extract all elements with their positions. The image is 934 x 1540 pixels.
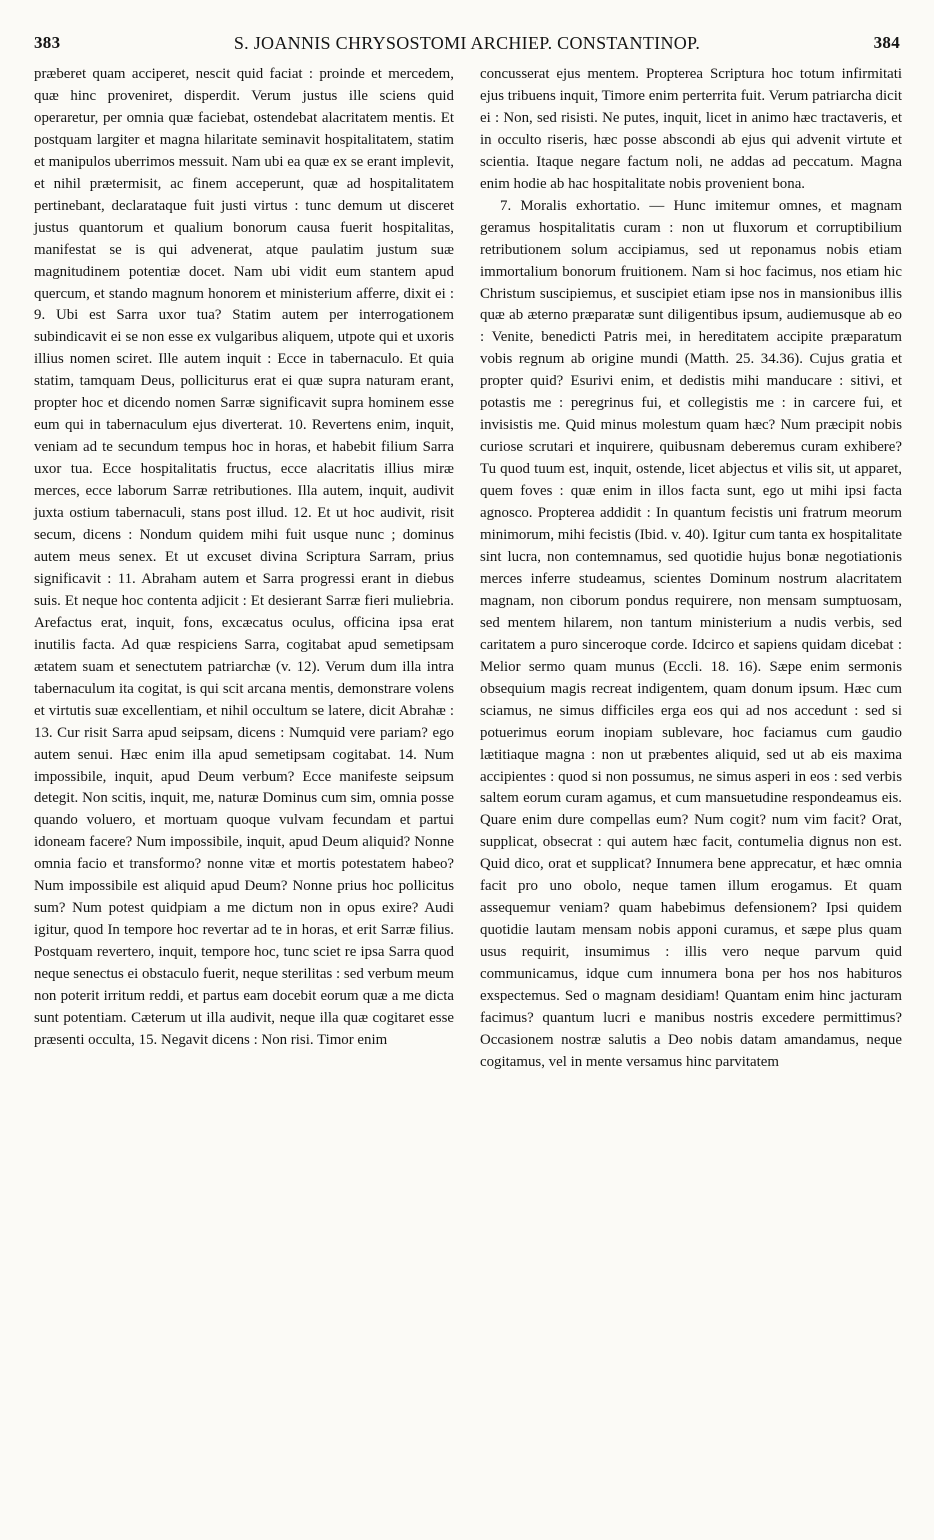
right-paragraph-2: 7. Moralis exhortatio. — Hunc imitemur omnes, et magnam geramus hospitalitatis curam : non ut fluxorum et corruptibilium retributionem solum accipiamus, sed ut reponamus nobis etiam immortalium bonorum fruitionem. Nam si hoc facimus, nos etiam hic Christum suscipiemus, et suscipiet etiam ipse nos in mansionibus illis quæ ab æterno præparatæ sunt diligentibus ipsum, audiemusque ab eo : Venite, benedicti Patris mei, in hereditatem accipite præparatum vobis regnum ab origine mundi (Matth. 25. 34.36). Cujus gratia et propter quid? Esurivi enim, et dedistis mihi manducare : sitivi, et potastis me : peregrinus fui, et collegistis me : in carcere fui, et invisistis me. Quid minus molestum quam hæc? Num præcipit nobis curiose scrutari et inquirere, quibusnam deberemus curam exhibere? Tu quod tuum est, inquit, ostende, licet abjectus et vilis sit, ut apparet, quem foves : quæ enim in illos facta sunt, ego ut mihi ipsi facta agnosco. Propterea addidit : In quantum fecistis uni fratrum meorum minimorum, mihi fecistis (Ibid. v. 40). Igitur cum tanta ex hospitalitate sint lucra, non contemnamus, sed quotidie hujus bonæ negotiationis merces inferre studeamus, scientes Dominum nostrum alacritatem magnam, non ciborum pondus requirere, non mensam sumptuosam, sed mentem hilarem, non tantum ministerium a nudis verbis, sed caritatem a puro sinceroque corde. Idcirco et sapiens quidam dicebat : Melior sermo quam munus (Eccli. 18. 16). Sæpe enim sermonis obsequium magis recreat indigentem, quam donum ipsum. Hæc cum sciamus, ne simus difficiles erga eos qui ad nos accedunt : sed si potuerimus eorum inopiam sublevare, hoc faciamus cum gaudio lætitiaque magna : non ut præbentes aliquid, sed ut ab eis maxima accipientes : quod si non possumus, ne simus asperi in eos : sed verbis saltem eorum curam agamus, et cum mansuetudine respondeamus eis. Quare enim dure compellas eum? Num cogit? num vim facit? Orat, supplicat, obsecrat : qui autem hæc facit, contumelia dignus non est. Quid dico, orat et supplicat? Innumera bene apprecatur, et hæc omnia facit pro uno obolo, neque tamen illum erogamus. Et quam assequemur veniam? quam habebimus defensionem? Ipsi quidem quotidie lautam mensam nobis apponi curamus, et sæpe plus quam usus requirit, insumimus : illis vero neque parvum quid communicamus, idque cum innumera bona per hos nos habituros exspectemus. Sed o magnam desidiam! Quantam enim hinc jacturam facimus? quantum lucri e manibus nostris excedere permittimus? Occasionem nostræ salutis a Deo nobis datam amandamus, neque cogitamus, vel in mente versamus hinc parvitatem xyxy=(480,197,902,1070)
right-page-number: 384 xyxy=(873,33,900,52)
running-title: S. JOANNIS CHRYSOSTOMI ARCHIEP. CONSTANTINOP. xyxy=(233,32,701,53)
left-page-number: 383 xyxy=(34,33,61,52)
page-header xyxy=(34,26,900,60)
right-paragraph-1: concusserat ejus mentem. Propterea Scriptura hoc totum infirmitati ejus tribuens inquit, Timore enim perterrita fuit. Verum patriarcha dicit ei : Non, sed risisti. Ne putes, inquit, licet in animo hæc tractaveris, et in occulto riseris, hæc posse abscondi ab ejus qui advenit virtute et scientia. Itaque negare factum noli, ne addas ad peccatum. Magna enim hodie ab hac hospitalitate nobis provenient bona. xyxy=(480,66,902,192)
left-paragraph-1: præberet quam acciperet, nescit quid faciat : proinde et mercedem, quæ hinc proveniret, disperdit. Verum justus ille sciens quid operaretur, per omnia quæ faciebat, ostendebat alacritatem mentis. Et postquam largiter et magna hilaritate seminavit hospitalitatem, statim et manipulos uberrimos messuit. Nam ubi ea quæ ex se erant implevit, et nihil prætermisit, ac finem acceperunt, quæ ad hospitalitatem pertinebant, declarataque fuit justi virtus : tunc demum ut disceret justus quantorum et qualium bonorum causa fuerit hospitalitas, manifestat se is qui advenerat, atque paulatim justum suæ magnitudinem potentiæ docet. Nam ubi vidit eum stantem apud quercum, et stando magnum honorem et ministerium afferre, dixit ei : 9. Ubi est Sarra uxor tua? Statim autem per interrogationem subindicavit ei se non esse ex vulgaribus aliquem, utpote qui et uxoris illius nomen sciret. Ille autem inquit : Ecce in tabernaculo. Et quia statim, tamquam Deus, polliciturus erat ei quæ supra naturam erant, propter hoc et dicendo nomen Sarræ significavit supra hominem esse eum qui in tabernaculum ejus diverterat. 10. Revertens enim, inquit, veniam ad te secundum tempus hoc in horas, et habebit filium Sarra uxor tua. Ecce hospitalitatis fructus, ecce alacritatis illius miræ merces, ecce laborum Sarræ retributiones. Illa autem, inquit, audivit juxta ostium tabernaculi, stans post illud. 12. Et ut hoc audivit, risit secum, dicens : Nondum quidem mihi fuit usque nunc ; dominus autem meus senex. Et ut excuset divina Scriptura Sarram, prius significavit : 11. Abraham autem et Sarra progressi erant in diebus suis. Et neque hoc contenta adjicit : Et desierant Sarræ fieri muliebria. Arefactus erat, inquit, fons, excæcatus oculus, officina ipsa erat inutilis facta. Ad quæ respiciens Sarra, cogitabat apud semetipsam ætatem suam et senectutem patriarchæ (v. 12). Verum dum illa intra tabernaculum ita cogitat, is qui scit arcana mentis, demonstrare volens et virtutis suæ excellentiam, et nihil occultum se latere, dicit Abrahæ : 13. Cur risit Sarra apud seipsam, dicens : Numquid vere pariam? ego autem senui. Hæc enim illa apud semetipsam cogitabat. 14. Num impossibile, inquit, apud Deum verbum? Ecce manifeste seipsum detegit. Non scitis, inquit, me, naturæ Dominus cum sim, omnia posse quando voluero, et mortuam quoque vulvam fecundam et partui idoneam facere? Num impossibile, inquit, apud Deum aliquid? Nonne omnia facio et transformo? nonne vitæ et mortis potestatem habeo? Num impossibile est aliquid apud Deum? Nonne prius hoc pollicitus sum? Num potest quidpiam a me dictum non in opus exire? Audi igitur, quod In tempore hoc revertar ad te in horas, et erit Sarræ filius. Postquam revertero, inquit, tempore hoc, tunc sciet re ipsa Sarra quod neque senectus ei obstaculo fuerit, neque sterilitas : sed verbum meum non poterit irritum reddi, et partus eam docebit eorum quæ a me dicta sunt potentiam. Cæterum ut illa audivit, neque illa quæ cogitaret esse præsenti occulta, 15. Negavit dicens : Non risi. Timor enim xyxy=(34,66,454,1048)
left-column xyxy=(34,64,454,1052)
right-column xyxy=(480,64,902,1074)
